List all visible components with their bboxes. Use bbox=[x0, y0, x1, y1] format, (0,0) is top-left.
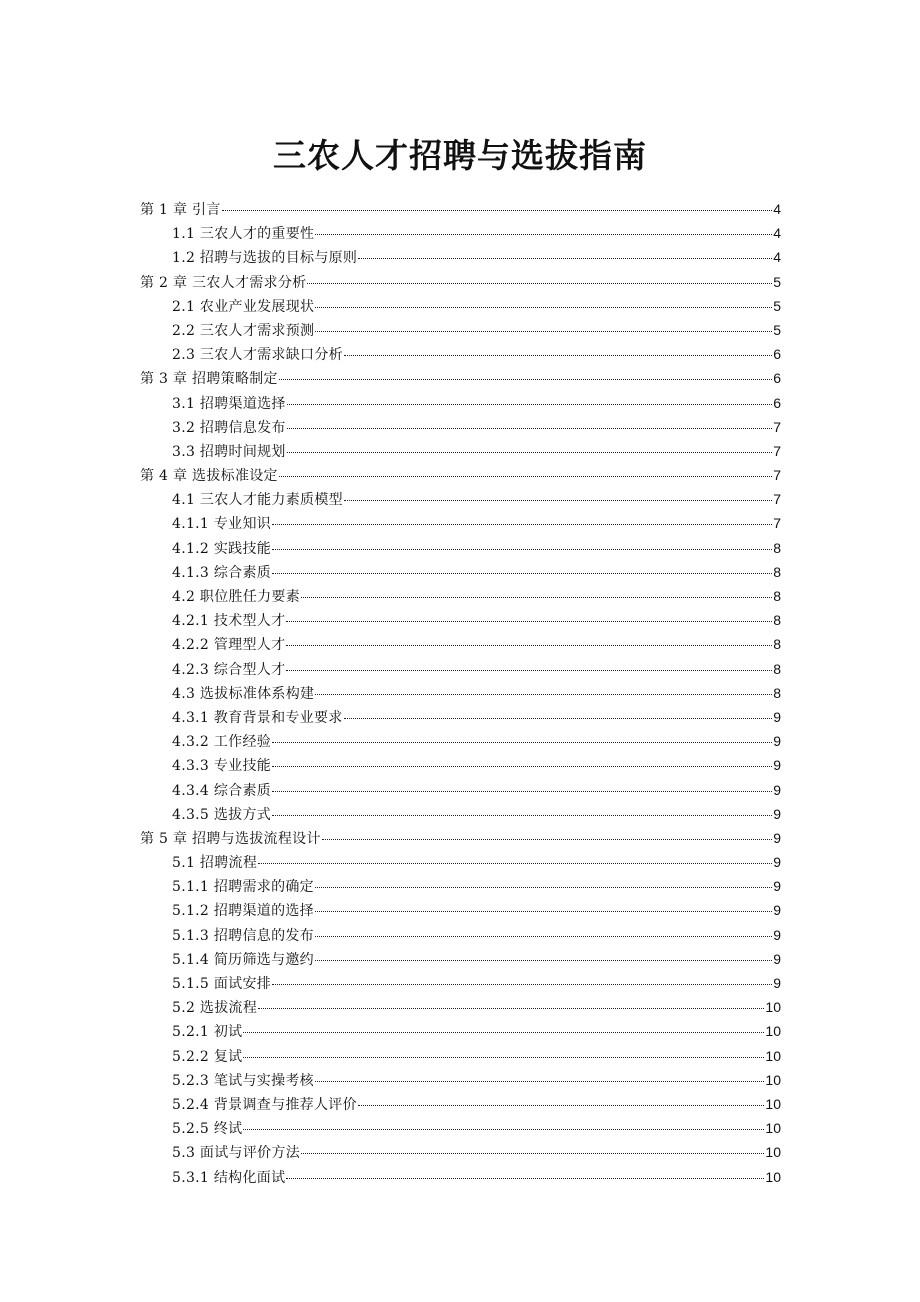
toc-dot-leader bbox=[315, 694, 772, 695]
toc-entry-label: 5.2.4 背景调查与推荐人评价 bbox=[172, 1096, 357, 1113]
toc-entry[interactable] bbox=[140, 463, 781, 487]
toc-entry[interactable] bbox=[140, 342, 781, 366]
toc-entry-page-number: 7 bbox=[773, 491, 781, 508]
toc-dot-leader bbox=[315, 234, 772, 235]
toc-entry[interactable] bbox=[140, 584, 781, 608]
toc-dot-leader bbox=[344, 355, 772, 356]
toc-entry-page-number: 5 bbox=[773, 321, 781, 338]
toc-entry-label: 4.3.5 选拔方式 bbox=[172, 806, 272, 823]
toc-entry[interactable] bbox=[140, 1068, 781, 1092]
toc-entry-label: 4.1 三农人才能力素质模型 bbox=[172, 492, 343, 509]
toc-dot-leader bbox=[243, 1057, 764, 1058]
toc-entry[interactable] bbox=[140, 632, 781, 656]
toc-entry-label: 5.3 面试与评价方法 bbox=[172, 1145, 301, 1162]
toc-entry-label: 5.3.1 结构化面试 bbox=[172, 1169, 286, 1186]
toc-entry-label: 5.1.4 简历筛选与邀约 bbox=[172, 951, 314, 968]
toc-entry[interactable] bbox=[140, 245, 781, 269]
toc-dot-leader bbox=[344, 718, 773, 719]
toc-entry[interactable] bbox=[140, 971, 781, 995]
toc-entry[interactable] bbox=[140, 318, 781, 342]
toc-entry-page-number: 9 bbox=[773, 975, 781, 991]
toc-dot-leader bbox=[243, 1032, 764, 1033]
document-title: 三农人才招聘与选拔指南 bbox=[273, 136, 647, 175]
toc-entry[interactable] bbox=[140, 439, 781, 463]
toc-entry-page-number: 9 bbox=[773, 902, 781, 919]
toc-entry-page-number: 9 bbox=[773, 757, 781, 774]
toc-dot-leader bbox=[315, 936, 772, 937]
toc-dot-leader bbox=[258, 1008, 764, 1009]
toc-entry[interactable] bbox=[140, 1092, 781, 1116]
toc-entry-page-number: 6 bbox=[773, 394, 781, 411]
toc-dot-leader bbox=[286, 1178, 764, 1179]
toc-dot-leader bbox=[286, 670, 772, 671]
toc-dot-leader bbox=[287, 452, 772, 453]
toc-entry-label: 5.2.1 初试 bbox=[172, 1024, 243, 1041]
toc-dot-leader bbox=[358, 258, 772, 259]
toc-entry-label: 2.1 农业产业发展现状 bbox=[172, 298, 315, 315]
toc-entry-page-number: 9 bbox=[773, 950, 781, 967]
toc-entry[interactable] bbox=[140, 923, 781, 947]
toc-entry-label: 5.2.3 笔试与实操考核 bbox=[172, 1072, 314, 1089]
toc-entry-page-number: 4 bbox=[773, 225, 781, 242]
toc-entry-page-number: 9 bbox=[773, 854, 781, 871]
toc-entry-page-number: 8 bbox=[773, 684, 781, 701]
toc-dot-leader bbox=[315, 1081, 764, 1082]
toc-entry-label: 3.1 招聘渠道选择 bbox=[172, 395, 286, 412]
toc-entry[interactable] bbox=[140, 415, 781, 439]
toc-entry-label: 5.1.5 面试安排 bbox=[172, 976, 272, 992]
toc-entry-page-number: 5 bbox=[773, 297, 781, 314]
toc-dot-leader bbox=[279, 476, 772, 477]
toc-entry-label: 5.1.2 招聘渠道的选择 bbox=[172, 903, 314, 920]
toc-entry-page-number: 9 bbox=[773, 708, 781, 725]
toc-dot-leader bbox=[272, 573, 772, 574]
toc-entry[interactable] bbox=[140, 850, 781, 874]
toc-entry[interactable] bbox=[140, 366, 781, 390]
toc-dot-leader bbox=[287, 428, 772, 429]
table-of-contents bbox=[140, 197, 781, 1189]
toc-entry-label: 1.1 三农人才的重要性 bbox=[172, 226, 315, 243]
toc-entry[interactable] bbox=[140, 487, 781, 511]
toc-entry-label: 4.3.1 教育背景和专业要求 bbox=[172, 709, 343, 726]
toc-dot-leader bbox=[315, 960, 772, 961]
toc-entry-label: 4.2.2 管理型人才 bbox=[172, 637, 286, 654]
toc-dot-leader bbox=[272, 742, 772, 743]
toc-entry-page-number: 10 bbox=[765, 1023, 781, 1040]
toc-entry-page-number: 6 bbox=[773, 346, 781, 363]
toc-entry-page-number: 7 bbox=[773, 418, 781, 435]
toc-entry[interactable] bbox=[140, 270, 781, 294]
toc-entry-page-number: 10 bbox=[765, 1047, 781, 1064]
toc-entry-page-number: 9 bbox=[773, 926, 781, 943]
toc-entry[interactable] bbox=[140, 391, 781, 415]
toc-entry[interactable] bbox=[140, 560, 781, 584]
toc-entry-page-number: 10 bbox=[765, 1144, 781, 1161]
toc-dot-leader bbox=[222, 210, 773, 211]
toc-entry-page-number: 6 bbox=[773, 370, 781, 387]
toc-entry-page-number: 4 bbox=[773, 201, 781, 217]
toc-entry-label: 5.1 招聘流程 bbox=[172, 855, 258, 872]
toc-dot-leader bbox=[243, 1129, 764, 1130]
toc-entry[interactable] bbox=[140, 1140, 781, 1164]
toc-dot-leader bbox=[358, 1105, 765, 1106]
toc-entry-page-number: 7 bbox=[773, 515, 781, 532]
toc-entry-label: 5.2.5 终试 bbox=[172, 1121, 243, 1138]
toc-entry[interactable] bbox=[140, 778, 781, 802]
toc-entry-label: 4.1.1 专业知识 bbox=[172, 516, 272, 533]
toc-dot-leader bbox=[272, 791, 772, 792]
toc-entry[interactable] bbox=[140, 197, 781, 221]
toc-dot-leader bbox=[344, 500, 772, 501]
toc-entry-label: 5.2 选拔流程 bbox=[172, 1000, 258, 1017]
toc-dot-leader bbox=[307, 283, 772, 284]
toc-entry-label: 4.3 选拔标准体系构建 bbox=[172, 685, 315, 702]
toc-entry-page-number: 8 bbox=[773, 660, 781, 677]
toc-entry-label: 第 3 章 招聘策略制定 bbox=[140, 371, 278, 388]
toc-entry[interactable] bbox=[140, 608, 781, 632]
toc-entry-page-number: 10 bbox=[765, 1120, 781, 1137]
toc-entry-label: 第 1 章 引言 bbox=[140, 202, 221, 218]
toc-entry[interactable] bbox=[140, 995, 781, 1019]
toc-entry-label: 3.3 招聘时间规划 bbox=[172, 443, 286, 460]
toc-dot-leader bbox=[286, 621, 772, 622]
toc-entry-page-number: 8 bbox=[773, 612, 781, 629]
toc-entry-label: 3.2 招聘信息发布 bbox=[172, 419, 286, 436]
toc-entry-page-number: 9 bbox=[773, 829, 781, 846]
toc-entry-label: 5.1.1 招聘需求的确定 bbox=[172, 879, 314, 896]
toc-entry-label: 4.3.4 综合素质 bbox=[172, 782, 272, 799]
toc-entry-page-number: 4 bbox=[773, 249, 781, 266]
toc-entry-page-number: 8 bbox=[773, 588, 781, 604]
toc-entry-page-number: 9 bbox=[773, 781, 781, 798]
toc-dot-leader bbox=[315, 307, 772, 308]
toc-entry-page-number: 7 bbox=[773, 442, 781, 459]
toc-entry[interactable] bbox=[140, 1165, 781, 1189]
toc-entry[interactable] bbox=[140, 705, 781, 729]
toc-entry[interactable] bbox=[140, 947, 781, 971]
toc-dot-leader bbox=[315, 887, 772, 888]
toc-entry-label: 5.1.3 招聘信息的发布 bbox=[172, 927, 314, 944]
toc-entry[interactable] bbox=[140, 729, 781, 753]
toc-entry[interactable] bbox=[140, 1116, 781, 1140]
toc-dot-leader bbox=[301, 597, 772, 598]
toc-entry[interactable] bbox=[140, 1019, 781, 1043]
toc-entry[interactable] bbox=[140, 874, 781, 898]
toc-entry-label: 5.2.2 复试 bbox=[172, 1048, 243, 1065]
toc-entry[interactable] bbox=[140, 221, 781, 245]
toc-entry[interactable] bbox=[140, 681, 781, 705]
toc-entry-label: 4.2 职位胜任力要素 bbox=[172, 589, 301, 605]
toc-entry-label: 4.1.3 综合素质 bbox=[172, 564, 272, 581]
toc-entry[interactable] bbox=[140, 898, 781, 922]
toc-dot-leader bbox=[322, 839, 772, 840]
toc-dot-leader bbox=[279, 379, 772, 380]
toc-entry-label: 4.2.3 综合型人才 bbox=[172, 661, 286, 678]
toc-entry-label: 4.3.3 专业技能 bbox=[172, 758, 272, 775]
toc-entry-page-number: 8 bbox=[773, 539, 781, 556]
toc-entry-page-number: 9 bbox=[773, 805, 781, 822]
toc-entry-label: 2.2 三农人才需求预测 bbox=[172, 322, 315, 339]
toc-entry[interactable] bbox=[140, 802, 781, 826]
toc-dot-leader bbox=[272, 984, 772, 985]
toc-entry-page-number: 10 bbox=[765, 1071, 781, 1088]
toc-dot-leader bbox=[315, 911, 772, 912]
toc-dot-leader bbox=[258, 863, 772, 864]
toc-entry-label: 1.2 招聘与选拔的目标与原则 bbox=[172, 250, 358, 267]
toc-entry-label: 第 5 章 招聘与选拔流程设计 bbox=[140, 830, 321, 847]
toc-entry-label: 4.3.2 工作经验 bbox=[172, 734, 272, 751]
toc-entry-page-number: 10 bbox=[765, 999, 781, 1016]
toc-dot-leader bbox=[287, 404, 772, 405]
toc-entry-page-number: 8 bbox=[773, 636, 781, 653]
toc-entry-page-number: 9 bbox=[773, 733, 781, 750]
toc-entry-page-number: 10 bbox=[765, 1168, 781, 1185]
toc-entry-label: 第 4 章 选拔标准设定 bbox=[140, 468, 278, 485]
toc-dot-leader bbox=[272, 524, 772, 525]
toc-entry[interactable] bbox=[140, 1044, 781, 1068]
toc-dot-leader bbox=[272, 815, 772, 816]
toc-entry[interactable] bbox=[140, 826, 781, 850]
toc-entry-page-number: 9 bbox=[773, 878, 781, 895]
toc-entry-label: 2.3 三农人才需求缺口分析 bbox=[172, 347, 343, 364]
toc-dot-leader bbox=[272, 549, 772, 550]
toc-dot-leader bbox=[272, 766, 772, 767]
toc-entry[interactable] bbox=[140, 536, 781, 560]
toc-entry[interactable] bbox=[140, 294, 781, 318]
toc-dot-leader bbox=[315, 331, 772, 332]
toc-entry-label: 4.1.2 实践技能 bbox=[172, 540, 272, 557]
toc-dot-leader bbox=[301, 1153, 764, 1154]
toc-entry-label: 第 2 章 三农人才需求分析 bbox=[140, 274, 307, 291]
toc-entry-page-number: 8 bbox=[773, 563, 781, 580]
toc-entry[interactable] bbox=[140, 511, 781, 535]
toc-entry-label: 4.2.1 技术型人才 bbox=[172, 613, 286, 630]
toc-entry[interactable] bbox=[140, 657, 781, 681]
toc-entry-page-number: 5 bbox=[773, 273, 781, 290]
toc-dot-leader bbox=[286, 645, 772, 646]
toc-entry[interactable] bbox=[140, 753, 781, 777]
toc-entry-page-number: 10 bbox=[765, 1095, 781, 1112]
toc-entry-page-number: 7 bbox=[773, 467, 781, 484]
